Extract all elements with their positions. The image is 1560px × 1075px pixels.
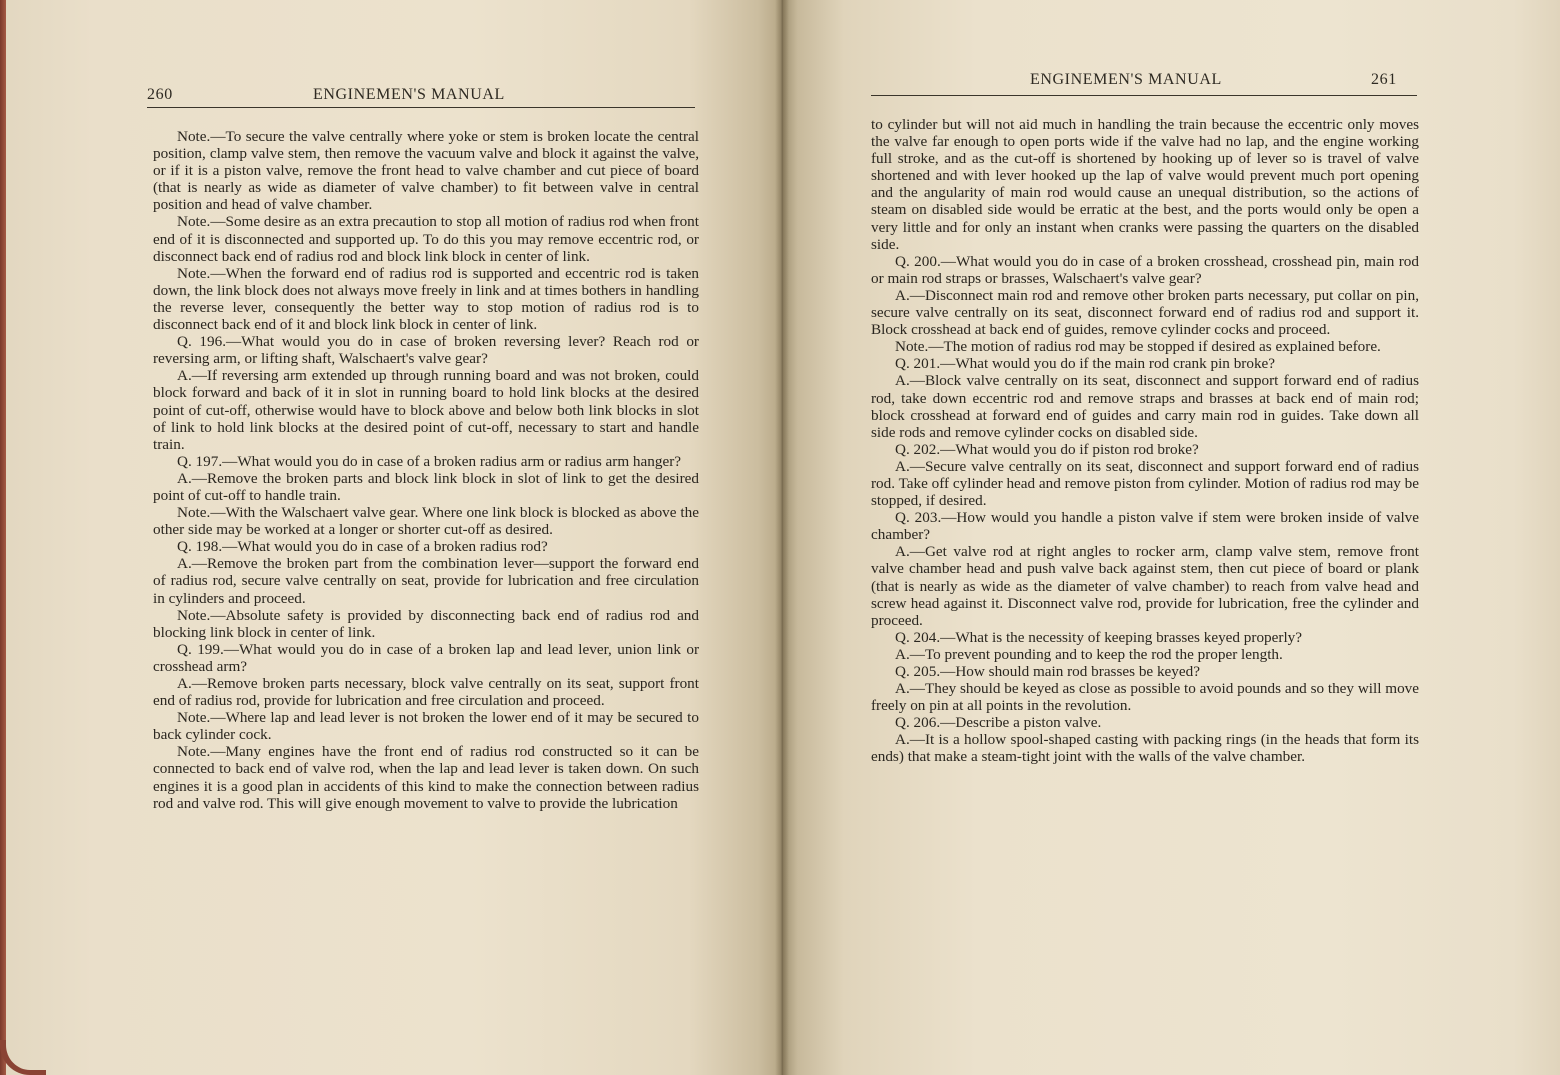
note-paragraph: Note.—Where lap and lead lever is not broken the lower end of it may be secured to back cylinder cock. bbox=[153, 709, 699, 744]
note-paragraph: Note.—Some desire as an extra precaution to stop all motion of radius rod when front end of it is disconnected and supported up. To do this you may remove eccentric rod, or disconnect back end of radius rod and block link block in center of link. bbox=[153, 213, 699, 265]
note-paragraph: Note.—The motion of radius rod may be stopped if desired as explained before. bbox=[895, 338, 1381, 356]
note-paragraph: Note.—With the Walschaert valve gear. Where one link block is blocked as above the other side may be worked at a longer or shorter cut-off as desired. bbox=[153, 504, 699, 539]
question-paragraph: Q. 201.—What would you do if the main rod crank pin broke? bbox=[895, 355, 1276, 373]
question-paragraph: Q. 203.—How would you handle a piston valve if stem were broken inside of valve chamber? bbox=[871, 509, 1419, 544]
answer-paragraph: A.—Get valve rod at right angles to rocker arm, clamp valve stem, remove front valve chamber head and push valve back against stem, then cut piece of board or plank (that is nearly as wide as the diameter of valve chamber) to reach from valve head and screw head against it. Disconnect valve rod, provide for lubrication, free the cylinder and proceed. bbox=[871, 543, 1419, 629]
book-gutter bbox=[775, 0, 789, 1075]
page-number-left: 260 bbox=[147, 86, 173, 103]
note-paragraph: Note.—When the forward end of radius rod is supported and eccentric rod is taken down, the link block does not always move freely in link and at times bothers in handling the reverse lever, consequently the better way to stop motion of radius rod is to disconnect back end of it and block link block in center of link. bbox=[153, 264, 699, 334]
question-paragraph: Q. 200.—What would you do in case of a broken crosshead, crosshead pin, main rod or main rod straps or brasses, Walschaert's valve gear? bbox=[871, 252, 1419, 287]
running-title-left: ENGINEMEN'S MANUAL bbox=[313, 86, 505, 103]
answer-paragraph: A.—To prevent pounding and to keep the rod the proper length. bbox=[895, 645, 1283, 663]
question-paragraph: Q. 197.—What would you do in case of a broken radius arm or radius arm hanger? bbox=[177, 452, 681, 470]
answer-paragraph: A.—If reversing arm extended up through running board and was not broken, could block forward and back of it in slot in running board to hold link blocks at the desired point of cut-off, otherwise would have to block above and below both link blocks in slot of link to hold link blocks at the desired point of cut-off, necessary to start and handle train. bbox=[153, 367, 699, 453]
question-paragraph: Q. 199.—What would you do in case of a broken lap and lead lever, union link or crosshead arm? bbox=[153, 640, 699, 675]
question-paragraph: Q. 206.—Describe a piston valve. bbox=[895, 714, 1102, 732]
answer-paragraph: A.—It is a hollow spool-shaped casting with packing rings (in the heads that form its ends) that make a steam-tight joint with the walls of the valve chamber. bbox=[871, 731, 1419, 766]
answer-paragraph: A.—Remove broken parts necessary, block valve centrally on its seat, support front end of radius rod, provide for lubrication and free circulation and proceed. bbox=[153, 675, 699, 710]
question-paragraph: Q. 196.—What would you do in case of broken reversing lever? Reach rod or reversing arm, or lifting shaft, Walschaert's valve gear? bbox=[153, 333, 699, 368]
answer-paragraph: A.—Remove the broken parts and block link block in slot of link to get the desired point of cut-off to handle train. bbox=[153, 469, 699, 504]
header-rule-left bbox=[147, 107, 695, 108]
question-paragraph: Q. 202.—What would you do if piston rod broke? bbox=[895, 440, 1199, 458]
continued-paragraph: to cylinder but will not aid much in handling the train because the eccentric only moves the valve far enough to open ports wide if the valve had no lap, and the engine working full stroke, and as the cut-off is shortened by hooking up of lever so is travel of valve shortened and with lever hooked up the lap of valve would prevent much port opening and the angularity of main rod would cause an unequal distribution, so the actions of steam on disabled side would be erratic at the best, and the ports would only be open a very little and for only an instant when cranks were passing the quarters on the disabled side. bbox=[871, 116, 1419, 253]
note-paragraph: Note.—To secure the valve centrally where yoke or stem is broken locate the central position, clamp valve stem, then remove the vacuum valve and block it against the valve, or if it is a piston valve, remove the front head to valve chamber and cut piece of board (that is nearly as wide as diameter of valve chamber) to fit between valve in central position and head of valve chamber. bbox=[153, 128, 699, 214]
right-page bbox=[782, 0, 1560, 1075]
question-paragraph: Q. 198.—What would you do in case of a broken radius rod? bbox=[177, 538, 548, 556]
left-page-text bbox=[153, 128, 699, 812]
note-paragraph: Note.—Many engines have the front end of radius rod constructed so it can be connected to back end of valve rod, when the lap and lead lever is taken down. On such engines it is a good plan in accidents of this kind to make the connection between radius rod and valve rod. This will give enough movement to valve to provide the lubrication bbox=[153, 743, 699, 812]
note-paragraph: Note.—Absolute safety is provided by disconnecting back end of radius rod and blocking link block in center of link. bbox=[153, 606, 699, 641]
answer-paragraph: A.—They should be keyed as close as possible to avoid pounds and so they will move freely on pin at all points in the revolution. bbox=[871, 680, 1419, 715]
question-paragraph: Q. 205.—How should main rod brasses be keyed? bbox=[895, 663, 1200, 680]
answer-paragraph: A.—Disconnect main rod and remove other broken parts necessary, put collar on pin, secure valve centrally on its seat, disconnect forward end of radius rod and support it. Block crosshead at back end of guides, remove cylinder cocks and proceed. bbox=[871, 286, 1419, 339]
question-paragraph: Q. 204.—What is the necessity of keeping brasses keyed properly? bbox=[895, 628, 1302, 646]
right-page-text bbox=[871, 116, 1419, 766]
answer-paragraph: A.—Secure valve centrally on its seat, disconnect and support forward end of radius rod. Take off cylinder head and remove piston from cylinder. Motion of radius rod may be stopped, if desired. bbox=[871, 457, 1419, 510]
page-number-right: 261 bbox=[1371, 71, 1397, 88]
running-title-right: ENGINEMEN'S MANUAL bbox=[1030, 71, 1222, 88]
cover-corner bbox=[0, 1040, 46, 1075]
answer-paragraph: A.—Remove the broken part from the combination lever—support the forward end of radius rod, secure valve centrally on seat, provide for lubrication and free circulation in cylinders and proceed. bbox=[153, 555, 699, 607]
answer-paragraph: A.—Block valve centrally on its seat, disconnect and support forward end of radius rod, take down eccentric rod and remove straps and brasses at back end of main rod; block crosshead at forward end of guides and carry main rod in guides. Take down all side rods and remove cylinder cocks on disabled side. bbox=[871, 372, 1419, 441]
header-rule-right bbox=[871, 95, 1417, 96]
cover-edge bbox=[0, 0, 6, 1075]
